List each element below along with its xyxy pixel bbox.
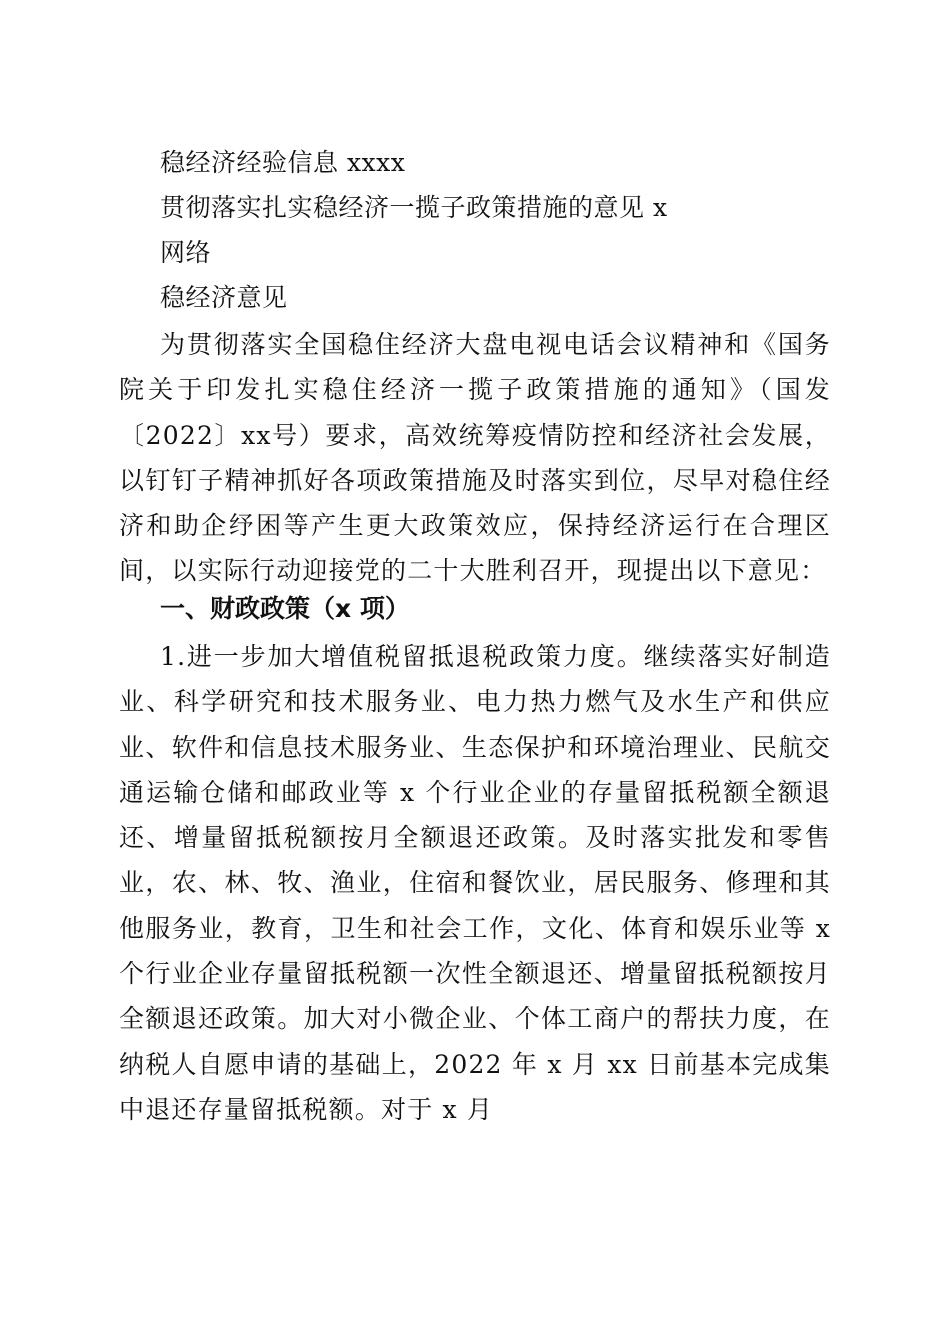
header-line-4: 稳经济意见: [160, 283, 288, 312]
intro-paragraph: 为贯彻落实全国稳住经济大盘电视电话会议精神和《国务院关于印发扎实稳住经济一揽子政策措施的通知》（国发〔2022〕xx号）要求，高效统筹疫情防控和经济社会发展，以钉钉子精神抓好各项政策措施及时落实到位，尽早对稳住经济和助企纾困等产生更大政策效应，保持经济运行在合理区间，以实际行动迎接党的二十大胜利召开，现提出以下意见：: [119, 330, 831, 586]
header-line-1: 稳经济经验信息 xxxx: [160, 148, 406, 177]
header-line-3: 网络: [160, 238, 212, 267]
header-line-2: 贯彻落实扎实稳经济一揽子政策措施的意见 x: [160, 193, 668, 222]
item-1-paragraph: 1.进一步加大增值税留抵退税政策力度。继续落实好制造业、科学研究和技术服务业、电力热力燃气及水生产和供应业、软件和信息技术服务业、生态保护和环境治理业、民航交通运输仓储和邮政业等 x 个行业企业的存量留抵税额全额退还、增量留抵税额按月全额退还政策。及时落实批发和零售业，农、林、牧、渔业，住宿和餐饮业，居民服务、修理和其他服务业，教育，卫生和社会工作，文化、体育和娱乐业等 x 个行业企业存量留抵税额一次性全额退还、增量留抵税额按月全额退还政策。加大对小微企业、个体工商户的帮扶力度，在纳税人自愿申请的基础上，2022 年 x 月 xx 日前基本完成集中退还存量留抵税额。对于 x 月: [119, 642, 831, 1124]
item-1-paragraph-block: [119, 634, 831, 1132]
intro-paragraph-block: [119, 322, 831, 594]
section-heading-fiscal-policy: 一、财政政策（x 项）: [160, 594, 410, 623]
